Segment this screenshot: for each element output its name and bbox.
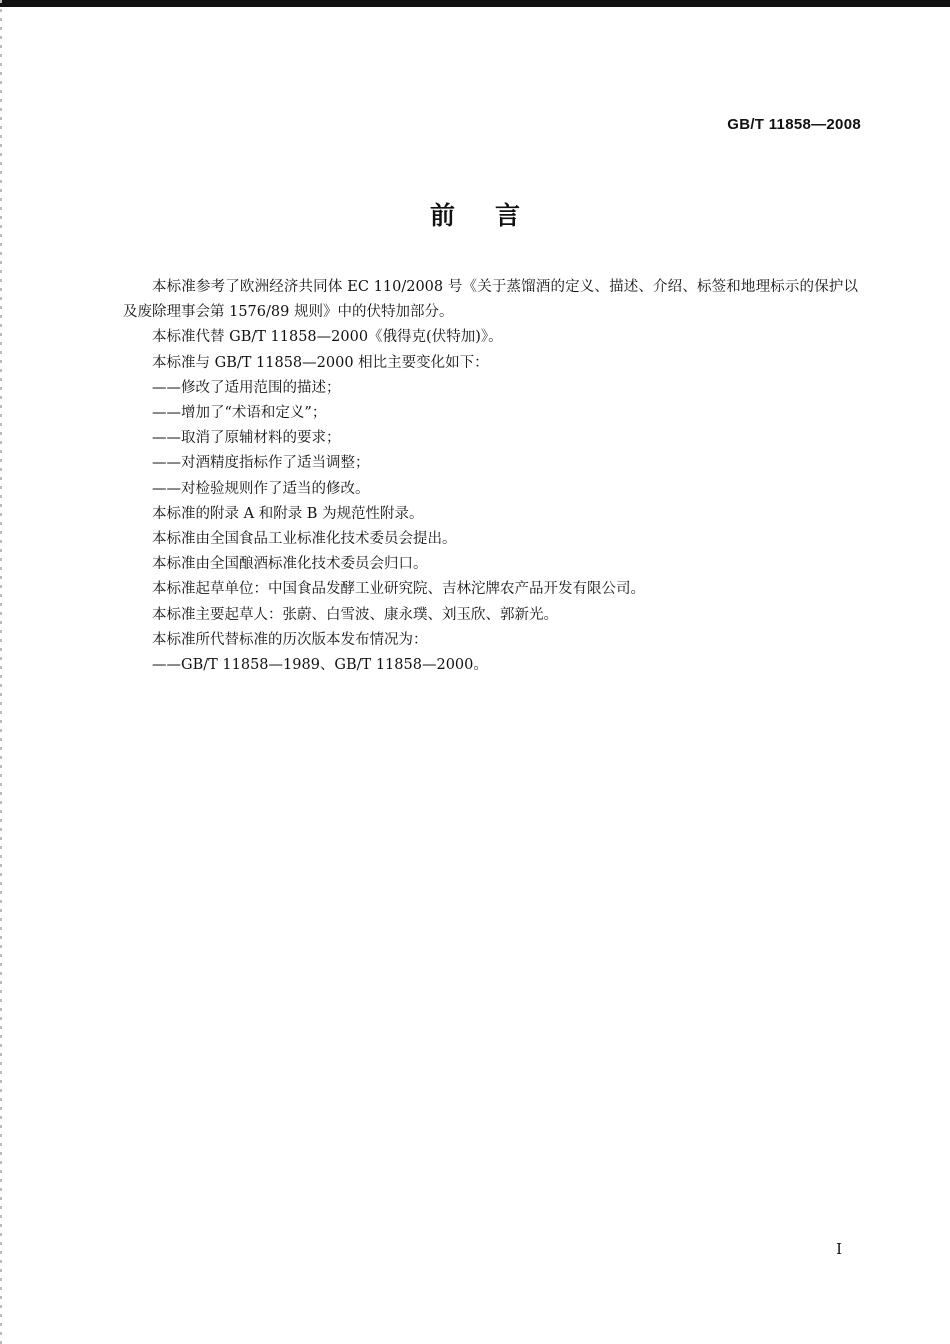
- paragraph: 本标准的附录 A 和附录 B 为规范性附录。: [152, 505, 424, 522]
- paragraph: 本标准由全国食品工业标准化技术委员会提出。: [152, 531, 457, 548]
- foreword-body: [123, 275, 858, 678]
- page-number: I: [836, 1240, 842, 1258]
- paragraph: 本标准主要起草人：张蔚、白雪波、康永璞、刘玉欣、郭新光。: [152, 606, 558, 623]
- paragraph: 本标准与 GB/T 11858—2000 相比主要变化如下：: [152, 354, 489, 371]
- list-item: ——对酒精度指标作了适当调整；: [152, 455, 370, 472]
- paragraph: 本标准由全国酿酒标准化技术委员会归口。: [152, 556, 428, 573]
- paragraph: 本标准参考了欧洲经济共同体 EC 110/2008 号《关于蒸馏酒的定义、描述、介绍、标签和地理标示的保护以及废除理事会第 1576/89 规则》中的伏特加部分。: [123, 279, 858, 321]
- list-item: ——增加了“术语和定义”；: [152, 405, 327, 422]
- list-item: ——GB/T 11858—1989、GB/T 11858—2000。: [152, 657, 488, 674]
- top-rule: [0, 0, 950, 7]
- paragraph: 本标准起草单位：中国食品发酵工业研究院、吉林沱牌农产品开发有限公司。: [152, 581, 645, 598]
- paragraph: 本标准所代替标准的历次版本发布情况为：: [152, 631, 428, 648]
- list-item: ——取消了原辅材料的要求；: [152, 430, 341, 447]
- list-item: ——对检验规则作了适当的修改。: [152, 480, 370, 497]
- paragraph: 本标准代替 GB/T 11858—2000《俄得克(伏特加)》。: [152, 329, 503, 346]
- page-title: 前言: [429, 201, 560, 230]
- list-item: ——修改了适用范围的描述；: [152, 379, 341, 396]
- standard-number: GB/T 11858—2008: [727, 116, 861, 133]
